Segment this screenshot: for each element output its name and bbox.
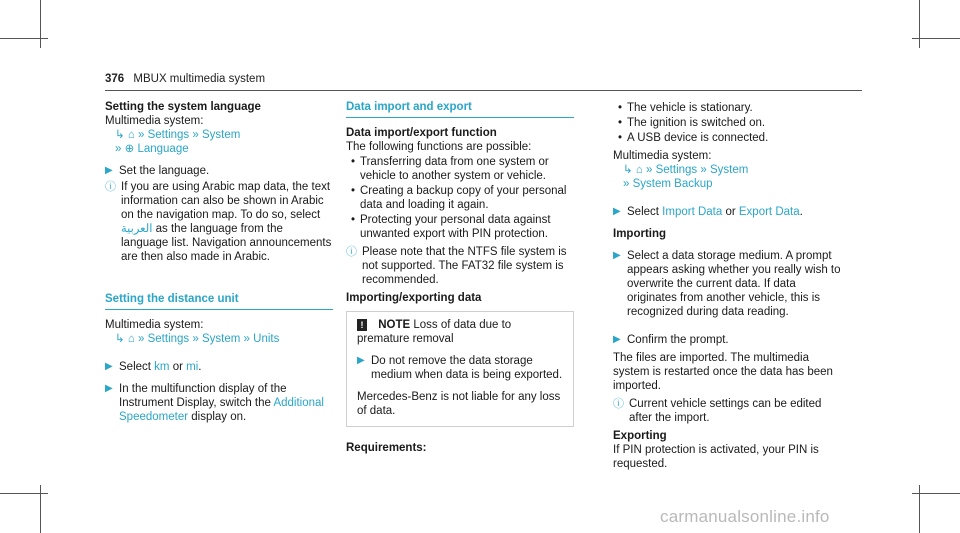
- step-text: Set the language.: [119, 165, 210, 177]
- arabic-option: العربية: [121, 223, 153, 235]
- home-icon: ⌂: [635, 164, 643, 176]
- chevron-icon: »: [646, 164, 653, 176]
- path-system[interactable]: System: [201, 129, 241, 141]
- page-header-title: MBUX multimedia system: [133, 73, 266, 85]
- header-divider: [105, 90, 862, 91]
- note-text: [121, 180, 333, 264]
- step-arrow-icon: ▶: [105, 165, 113, 176]
- menu-path-2: [623, 177, 841, 191]
- step-text: Select km or mi.: [119, 361, 202, 373]
- section-rule: [346, 117, 574, 118]
- list-item-text: Protecting your personal data against unwanted export with PIN protection.: [360, 214, 551, 240]
- list-item-text: The vehicle is stationary.: [627, 102, 753, 114]
- list-item: [346, 155, 574, 183]
- bullet-icon: •: [350, 156, 356, 168]
- chevron-icon: »: [138, 333, 145, 345]
- subheading: Data import/export function: [346, 127, 497, 139]
- export-text: If PIN protection is activated, your PIN is requested.: [613, 444, 819, 470]
- step-text-b: display on.: [191, 411, 247, 423]
- path-settings[interactable]: Settings: [655, 164, 698, 176]
- watermark: carmanualsonline.info: [660, 507, 830, 526]
- menu-path: [623, 163, 841, 177]
- step-or: or: [172, 361, 183, 373]
- option-km[interactable]: km: [154, 361, 170, 373]
- step: [357, 354, 563, 382]
- bullet-icon: •: [617, 117, 623, 129]
- info-icon: ⓘ: [105, 181, 116, 193]
- list-item: [613, 131, 841, 145]
- option-mi[interactable]: mi: [186, 361, 199, 373]
- subheading: Importing: [613, 228, 667, 240]
- step-or: or: [725, 206, 736, 218]
- chevron-icon: »: [192, 129, 199, 141]
- step: [105, 360, 333, 374]
- info-icon: ⓘ: [613, 398, 624, 410]
- chevron-icon: »: [623, 178, 630, 190]
- bullet-icon: •: [617, 102, 623, 114]
- bullet-icon: •: [350, 214, 356, 226]
- notice-box: [346, 311, 574, 427]
- intro-text: The following functions are possible:: [346, 141, 532, 153]
- path-settings[interactable]: Settings: [147, 129, 190, 141]
- bullet-icon: •: [617, 132, 623, 144]
- warning-icon: !: [357, 319, 367, 331]
- path-language[interactable]: Language: [137, 143, 189, 155]
- step: [613, 249, 841, 319]
- section-heading: Setting the distance unit: [105, 293, 239, 305]
- note: [105, 180, 333, 264]
- chevron-icon: »: [192, 333, 199, 345]
- notice-header: [357, 318, 563, 346]
- chevron-icon: »: [700, 164, 707, 176]
- return-arrow-icon: ↳: [115, 129, 125, 141]
- column-3: [613, 100, 841, 471]
- list-item: [346, 184, 574, 212]
- return-arrow-icon: ↳: [623, 164, 633, 176]
- import-data-option[interactable]: Import Data: [662, 206, 723, 218]
- crop-mark: [40, 485, 41, 533]
- menu-path: [115, 332, 333, 346]
- step-text: [119, 382, 333, 424]
- step-arrow-icon: ▶: [613, 250, 621, 261]
- export-data-option[interactable]: Export Data: [738, 206, 800, 218]
- bullet-icon: •: [350, 185, 356, 197]
- return-arrow-icon: ↳: [115, 333, 125, 345]
- menu-path-2: [115, 142, 333, 156]
- step: [613, 333, 841, 347]
- list-item-text: A USB device is connected.: [627, 132, 769, 144]
- step-arrow-icon: ▶: [613, 206, 621, 217]
- notice-text: Mercedes-Benz is not liable for any loss of data.: [357, 391, 561, 417]
- step-text: Confirm the prompt.: [627, 334, 729, 346]
- step-arrow-icon: ▶: [105, 361, 113, 372]
- step-text: Select a data storage medium. A prompt appears asking whether you really wish to overwrite the current data. If data originates from another vehicle, this is recognized during data reading.: [627, 250, 841, 318]
- path-settings[interactable]: Settings: [147, 333, 190, 345]
- step-arrow-icon: ▶: [357, 355, 365, 366]
- list-item: [346, 213, 574, 241]
- globe-icon: ⊕: [124, 143, 135, 155]
- step-arrow-icon: ▶: [105, 383, 113, 394]
- multimedia-label: Multimedia system:: [105, 319, 204, 331]
- path-units[interactable]: Units: [253, 333, 280, 345]
- step: [105, 164, 333, 178]
- section-heading: Data import and export: [346, 101, 472, 113]
- home-icon: ⌂: [127, 333, 135, 345]
- menu-path: [115, 128, 333, 142]
- chevron-icon: »: [243, 333, 250, 345]
- section-rule: [105, 309, 333, 310]
- note-text-b: as the language from the language list. Navigation announcements are then also made in Arabic.: [121, 223, 332, 263]
- page-number: 376: [105, 73, 125, 85]
- page-header: [105, 72, 265, 86]
- result-text: The files are imported. The multimedia system is restarted once the data has been imported.: [613, 352, 833, 392]
- subheading: Requirements:: [346, 442, 427, 454]
- step-text: Select Import Data or Export Data.: [627, 206, 803, 218]
- note: [613, 397, 841, 425]
- list-item: [613, 116, 841, 130]
- chevron-icon: »: [138, 129, 145, 141]
- step-text-a: In the multifunction display of the Instrument Display, switch the: [119, 383, 287, 409]
- section-title: Setting the system language: [105, 101, 261, 113]
- chevron-icon: »: [115, 143, 122, 155]
- column-1: [105, 100, 333, 424]
- list-item-text: Creating a backup copy of your personal data and loading it again.: [360, 185, 567, 211]
- note-text-a: If you are using Arabic map data, the text information can also be shown in Arabic on the navigation map. To do so, select: [121, 181, 331, 221]
- step-arrow-icon: ▶: [613, 334, 621, 345]
- step-select: Select: [627, 206, 659, 218]
- crop-mark: [40, 0, 41, 48]
- notice-title: Loss of data due to premature removal: [357, 319, 512, 345]
- notice-label: NOTE: [378, 319, 411, 331]
- step: [613, 205, 841, 219]
- multimedia-label: Multimedia system:: [613, 150, 712, 162]
- note: [346, 245, 574, 287]
- path-system[interactable]: System: [709, 164, 749, 176]
- multimedia-label: Multimedia system:: [105, 115, 204, 127]
- info-icon: ⓘ: [346, 246, 357, 258]
- list-item-text: The ignition is switched on.: [627, 117, 766, 129]
- crop-mark: [919, 0, 920, 48]
- step: [105, 382, 333, 424]
- path-system-backup[interactable]: System Backup: [632, 178, 713, 190]
- crop-mark: [919, 485, 920, 533]
- home-icon: ⌂: [127, 129, 135, 141]
- path-system[interactable]: System: [201, 333, 241, 345]
- step-text: Do not remove the data storage medium when data is being exported.: [371, 355, 563, 381]
- column-2: [346, 100, 574, 455]
- note-text: Current vehicle settings can be edited after the import.: [629, 398, 822, 424]
- step-select: Select: [119, 361, 151, 373]
- subheading: Importing/exporting data: [346, 292, 482, 304]
- additional-speedometer-option[interactable]: Additional Speedometer: [119, 397, 324, 423]
- subheading: Exporting: [613, 430, 667, 442]
- note-text: Please note that the NTFS file system is not supported. The FAT32 file system is recommended.: [362, 246, 567, 286]
- list-item: [613, 101, 841, 115]
- list-item-text: Transferring data from one system or vehicle to another system or vehicle.: [360, 156, 549, 182]
